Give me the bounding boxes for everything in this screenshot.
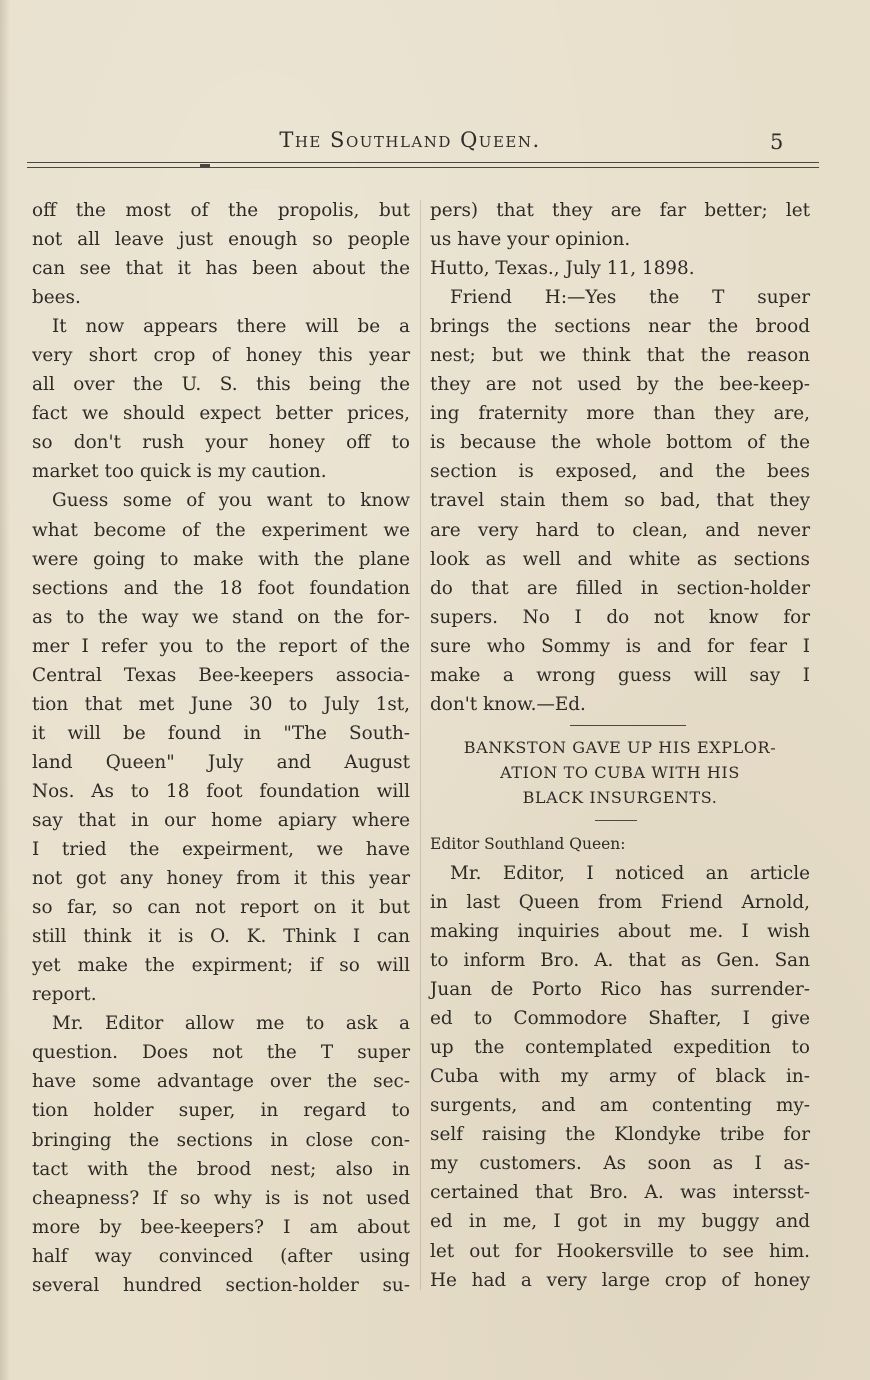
heading-rule [430,814,810,826]
right-column-bottom-text [430,859,810,1295]
left-column-line: fact we should expect better prices, [32,403,410,425]
article-heading-line-2: ATION TO CUBA WITH HIS [500,762,740,782]
article-heading-line-3: BLACK INSURGENTS. [522,787,718,807]
right-column-line: travel stain them so bad, that they [430,490,810,512]
left-column-line: bees. [32,287,81,309]
right-column-line: making inquiries about me. I wish [430,920,810,942]
left-column-line: were going to make with the plane [32,548,410,570]
left-column-line: more by bee-keepers? I am about [32,1216,410,1238]
right-column-line: do that are filled in section-holder [430,577,810,599]
left-column-line: not all leave just enough so people [32,229,410,251]
header-rule-top [27,162,819,163]
right-column-line: pers) that they are far better; let [430,200,810,221]
right-column-line: Cuba with my army of black in- [430,1066,810,1088]
left-column-line: several hundred section-holder su- [32,1274,410,1296]
left-column-line: It now appears there will be a [52,316,410,338]
right-column-line: in last Queen from Friend Arnold, [430,891,810,913]
left-column-line: yet make the expirment; if so will [32,955,410,977]
left-column-line: very short crop of honey this year [32,345,410,367]
right-column-line: up the contemplated expedition to [430,1037,810,1059]
right-column-line: He had a very large crop of honey [430,1269,810,1291]
left-column-line: tact with the brood nest; also in [32,1158,410,1180]
left-column-line: tion holder super, in regard to [32,1100,410,1122]
running-head-title: The Southland Queen. [279,128,541,152]
left-column-line: I tried the expeirment, we have [32,839,410,861]
left-column-line: half way convinced (after using [32,1245,410,1267]
right-column-line: make a wrong guess will say I [430,664,810,686]
left-column-line: can see that it has been about the [32,258,410,280]
left-column-line: still think it is O. K. Think I can [32,926,410,948]
right-column-line: brings the sections near the brood [430,316,810,338]
column-divider [420,200,421,1290]
right-column-line: are very hard to clean, and never [430,519,810,541]
right-column-line: ed in me, I got in my buggy and [430,1211,810,1233]
right-column-line: section is exposed, and the bees [430,461,810,483]
right-column-line: surgents, and am contenting my- [430,1095,810,1117]
right-column-line: us have your opinion. [430,229,631,251]
right-column-line: sure who Sommy is and for fear I [430,635,810,657]
left-column-line: what become of the experiment we [32,519,410,541]
left-column-line: land Queen" July and August [32,751,410,773]
header-rule-mark [200,164,210,168]
right-column-line: Friend H:—Yes the T super [450,287,810,309]
left-column-line: mer I refer you to the report of the [32,635,410,657]
right-column-line: let out for Hookersville to see him. [430,1240,810,1262]
left-column-line: question. Does not the T super [32,1042,410,1064]
right-column-top-text [430,196,810,719]
left-column-line: Nos. As to 18 foot foundation will [32,780,410,802]
right-column-line: ed to Commodore Shafter, I give [430,1008,810,1030]
left-column-line: so don't rush your honey off to [32,432,410,454]
left-column-line: sections and the 18 foot foundation [32,577,410,599]
right-column-line: is because the whole bottom of the [430,432,810,454]
left-column-line: as to the way we stand on the for- [32,606,410,628]
right-column-line: certained that Bro. A. was intersst- [430,1182,810,1204]
right-column-line: my customers. As soon as I as- [430,1153,810,1175]
right-column-line: look as well and white as sections [430,548,810,570]
left-column-line: off the most of the propolis, but [32,200,410,221]
left-column-line: Mr. Editor allow me to ask a [52,1013,410,1035]
article-heading-line-1: BANKSTON GAVE UP HIS EXPLOR- [463,737,777,757]
right-column-line: ing fraternity more than they are, [430,403,810,425]
right-column-line: Hutto, Texas., July 11, 1898. [430,258,695,280]
page-number: 5 [770,130,784,154]
left-column-line: market too quick is my caution. [32,461,327,483]
left-column-line: cheapness? If so why is is not used [32,1187,410,1209]
section-rule [430,719,810,731]
left-column [32,196,410,1300]
right-column-line: Mr. Editor, I noticed an article [450,862,810,884]
left-column-line: tion that met June 30 to July 1st, [32,693,410,715]
left-column-line: Central Texas Bee-keepers associa- [32,664,410,686]
left-column-line: all over the U. S. this being the [32,374,410,396]
right-column-line: to inform Bro. A. that as Gen. San [430,950,810,972]
left-column-line: have some advantage over the sec- [32,1071,410,1093]
left-column-line: bringing the sections in close con- [32,1129,410,1151]
right-column-line: Juan de Porto Rico has surrender- [430,979,810,1001]
article-heading [430,735,810,810]
editor-salutation: Editor Southland Queen: [430,834,626,853]
right-column-line: don't know.—Ed. [430,693,586,715]
right-column-line: self raising the Klondyke tribe for [430,1124,810,1146]
right-column [430,196,810,1295]
left-column-line: it will be found in "The South- [32,722,410,744]
left-column-line: not got any honey from it this year [32,868,410,890]
page-edge-shadow [0,0,10,1380]
left-column-line: Guess some of you want to know [52,490,410,512]
left-column-line: so far, so can not report on it but [32,897,410,919]
right-column-line: they are not used by the bee-keep- [430,374,810,396]
left-column-line: report. [32,984,97,1006]
right-column-line: nest; but we think that the reason [430,345,810,367]
right-column-line: supers. No I do not know for [430,606,810,628]
left-column-line: say that in our home apiary where [32,809,410,831]
header-rule-bottom [27,167,819,168]
